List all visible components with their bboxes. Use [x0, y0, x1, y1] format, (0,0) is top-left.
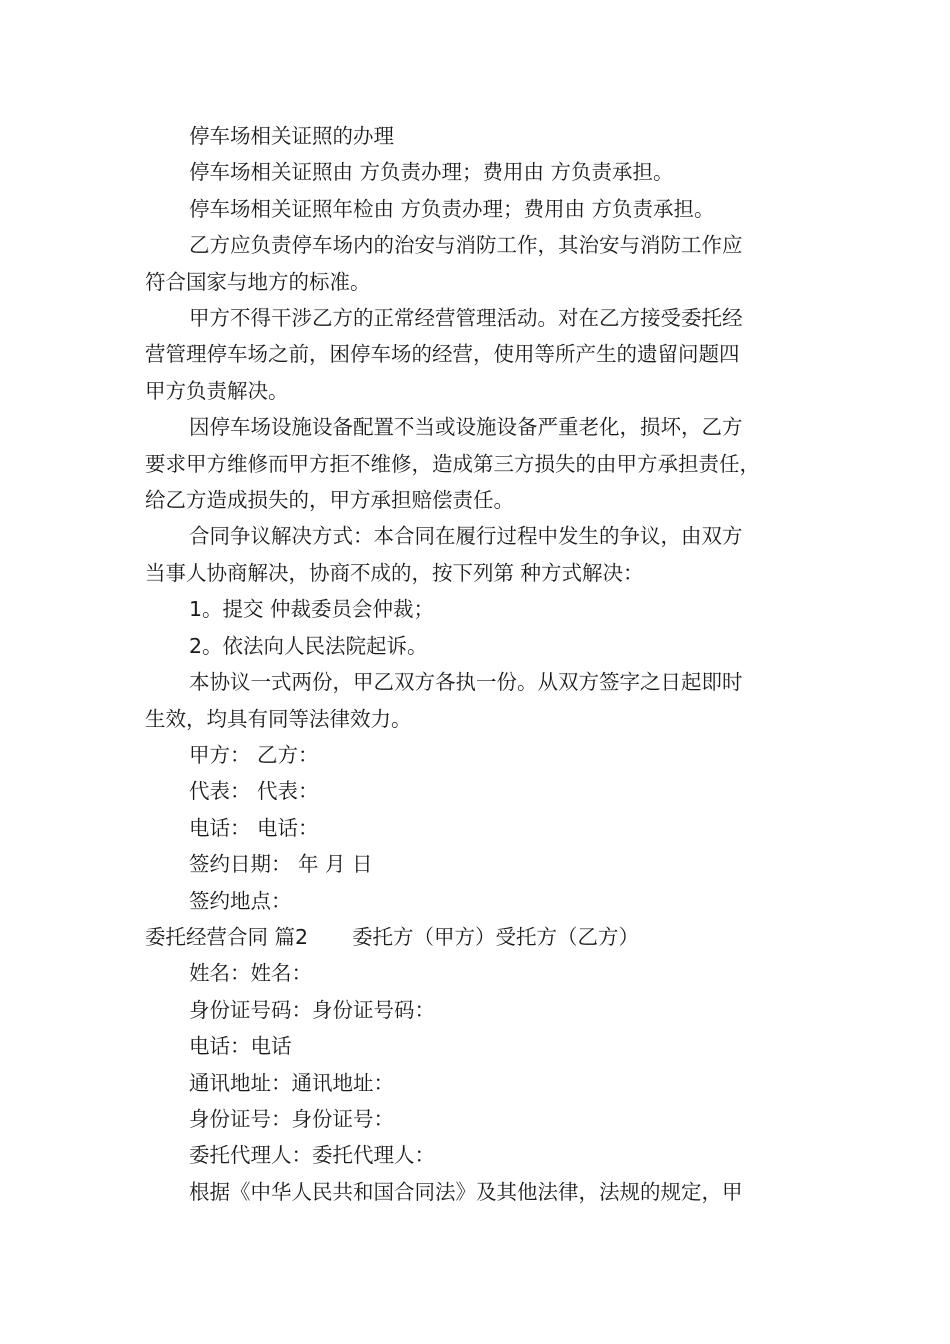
text-line: 符合国家与地方的标准。	[145, 269, 371, 294]
section-title: 委托经营合同 篇2	[145, 924, 309, 949]
signature-line: 签约日期： 年 月 日	[189, 852, 373, 877]
text-line: 2。依法向人民法院起诉。	[189, 633, 428, 658]
text-line: 给乙方造成损失的，甲方承担赔偿责任。	[145, 488, 514, 513]
section-parties: 委托方（甲方）受托方（乙方）	[352, 924, 640, 949]
text-line: 停车场相关证照年检由 方负责办理；费用由 方负责承担。	[189, 196, 715, 221]
document-body	[145, 118, 815, 1210]
text-line: 乙方应负责停车场内的治安与消防工作，其治安与消防工作应	[189, 233, 743, 258]
signature-line: 签约地点：	[189, 888, 292, 913]
text-line: 生效，均具有同等法律效力。	[145, 706, 412, 731]
signature-line: 电话： 电话：	[189, 815, 319, 840]
text-line: 根据《中华人民共和国合同法》及其他法律，法规的规定，甲	[189, 1179, 743, 1204]
text-line: 停车场相关证照由 方负责办理；费用由 方负责承担。	[189, 160, 674, 185]
text-line: 甲方不得干涉乙方的正常经营管理活动。对在乙方接受委托经	[189, 306, 743, 331]
signature-line: 代表： 代表：	[189, 779, 319, 804]
text-line: 1。提交 仲裁委员会仲裁；	[189, 597, 435, 622]
text-line: 要求甲方维修而甲方拒不维修，造成第三方损失的由甲方承担责任，	[145, 451, 760, 476]
text-line: 停车场相关证照的办理	[189, 124, 394, 148]
party-field-line: 姓名：姓名：	[189, 961, 312, 986]
party-field-line: 身份证号码：身份证号码：	[189, 997, 435, 1022]
section-heading	[145, 919, 815, 955]
text-line: 因停车场设施设备配置不当或设施设备严重老化，损坏，乙方	[189, 415, 743, 440]
text-line: 合同争议解决方式：本合同在履行过程中发生的争议，由双方	[189, 524, 743, 549]
party-field-line: 身份证号：身份证号：	[189, 1106, 394, 1131]
text-line: 当事人协商解决，协商不成的，按下列第 种方式解决：	[145, 560, 644, 585]
party-field-line: 电话：电话	[189, 1034, 292, 1059]
text-line: 营管理停车场之前，困停车场的经营，使用等所产生的遗留问题四	[145, 342, 740, 367]
text-line: 甲方负责解决。	[145, 378, 289, 403]
party-field-line: 委托代理人：委托代理人：	[189, 1143, 435, 1168]
text-line: 本协议一式两份，甲乙双方各执一份。从双方签字之日起即时	[189, 670, 743, 695]
party-field-line: 通讯地址：通讯地址：	[189, 1070, 394, 1095]
signature-line: 甲方： 乙方：	[189, 742, 319, 767]
